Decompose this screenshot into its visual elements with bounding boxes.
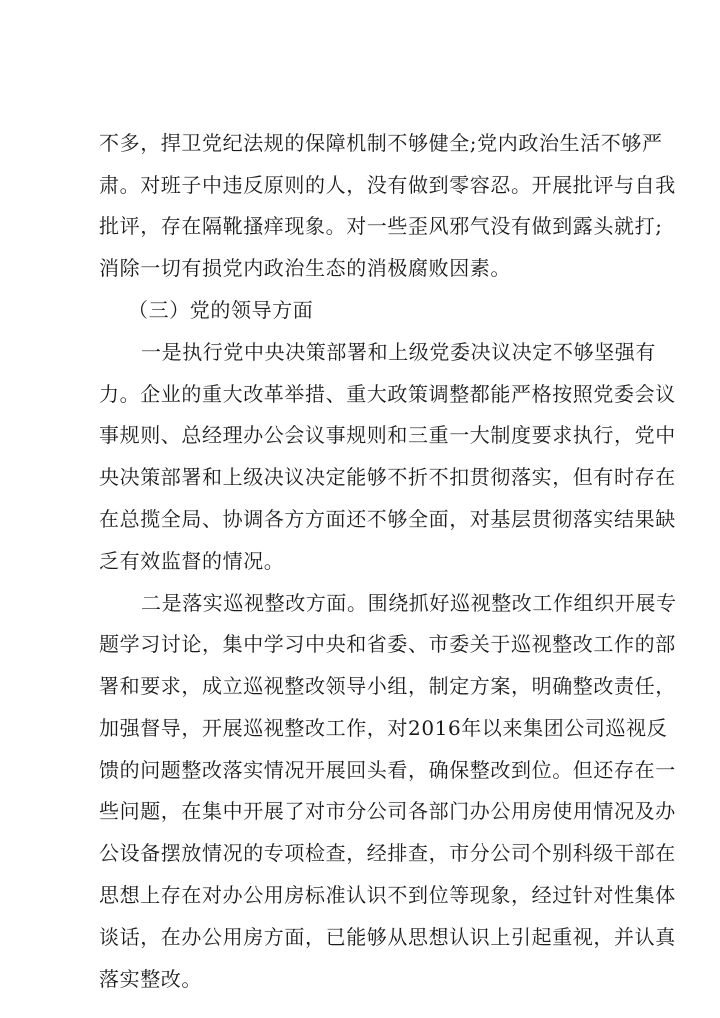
text-line: 题学习讨论，集中学习中央和省委、市委关于巡视整改工作的部 — [99, 632, 676, 656]
text-line: 落实整改。 — [99, 967, 202, 991]
text-line: 消除一切有损党内政治生态的消极腐败因素。 — [99, 256, 511, 280]
text-line: 乏有效监督的情况。 — [99, 549, 285, 573]
text-line: 在总揽全局、协调各方方面还不够全面，对基层贯彻落实结果缺 — [99, 507, 676, 531]
section-heading: （三）党的领导方面 — [128, 298, 314, 322]
text-line: 思想上存在对办公用房标准认识不到位等现象，经过针对性集体 — [99, 883, 676, 907]
text-line: 批评，存在隔靴搔痒现象。对一些歪风邪气没有做到露头就打; — [99, 214, 663, 238]
text-line: 些问题，在集中开展了对市分公司各部门办公用房使用情况及办 — [99, 799, 676, 823]
text-line: 央决策部署和上级决议决定能够不折不扣贯彻落实，但有时存在 — [99, 465, 676, 489]
text-line: 馈的问题整改落实情况开展回头看，确保整改到位。但还存在一 — [99, 758, 676, 782]
text-line: 肃。对班子中违反原则的人，没有做到零容忍。开展批评与自我 — [99, 173, 676, 197]
text-line: 署和要求，成立巡视整改领导小组，制定方案，明确整改责任， — [99, 674, 676, 698]
text-line: 公设备摆放情况的专项检查，经排查，市分公司个别科级干部在 — [99, 841, 676, 865]
paragraph-first-line: 一是执行党中央决策部署和上级党委决议决定不够坚强有 — [141, 340, 656, 364]
text-line: 谈话，在办公用房方面，已能够从思想认识上引起重视，并认真 — [99, 925, 676, 949]
text-line: 事规则、总经理办公会议事规则和三重一大制度要求执行，党中 — [99, 423, 676, 447]
paragraph-first-line: 二是落实巡视整改方面。围绕抓好巡视整改工作组织开展专 — [141, 591, 677, 615]
text-line: 力。企业的重大改革举措、重大政策调整都能严格按照党委会议 — [99, 382, 676, 406]
text-line: 加强督导，开展巡视整改工作，对2016年以来集团公司巡视反 — [99, 716, 668, 740]
text-line: 不多，捍卫党纪法规的保障机制不够健全;党内政治生活不够严 — [99, 131, 663, 155]
